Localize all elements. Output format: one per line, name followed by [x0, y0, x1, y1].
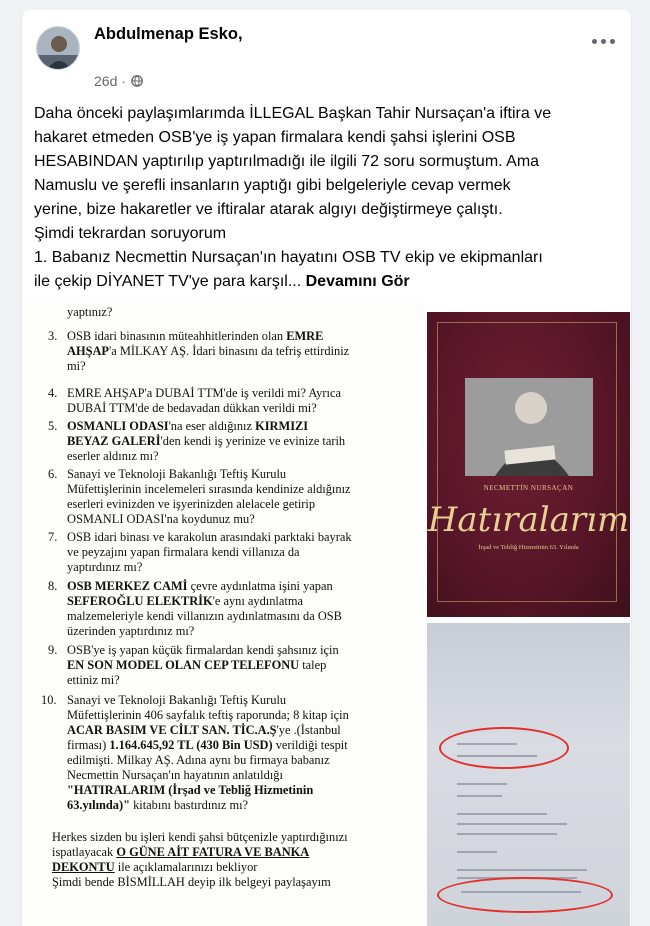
doc-line: Necmettin Nursaçan'ın hayatının anlatıldığı [67, 768, 283, 782]
question-number: 7. [48, 530, 58, 544]
doc-text: "HATIRALARIM (İrşad ve Tebliğ Hizmetinin [67, 783, 314, 797]
paper-text-line [457, 869, 587, 871]
post-time[interactable]: 26d · [94, 73, 126, 89]
doc-line: üzerinden yaptırdınız mı? [67, 624, 195, 638]
doc-text: çevre aydınlatma işini yapan [190, 579, 333, 593]
doc-text: ile açıklamalarınızı bekliyor [114, 860, 258, 874]
doc-line [67, 594, 303, 609]
question-number: 9. [48, 643, 58, 657]
doc-line [67, 658, 326, 673]
doc-text: ACAR BASIM VE CİLT SAN. TİC.A.Ş [67, 723, 277, 737]
paper-text-line [457, 823, 567, 825]
post-text [34, 102, 626, 294]
doc-line [67, 738, 348, 753]
doc-text: 63.yılında)" [67, 798, 130, 812]
doc-text: 'den kendi iş yerinize ve evinize tarih [160, 434, 346, 448]
doc-line: mi? [67, 359, 86, 373]
paper-text-line [457, 795, 502, 797]
doc-line: malzemeleriyle kendi villanızın aydınlatmasını da OSB [67, 609, 342, 623]
doc-line: Sanayi ve Teknoloji Bakanlığı Teftiş Kurulu [67, 467, 287, 481]
doc-text: verildiği tespit [272, 738, 348, 752]
invoice-photo[interactable] [427, 623, 630, 926]
book-portrait [465, 378, 593, 476]
doc-line [67, 798, 248, 813]
question-number: 5. [48, 419, 58, 433]
doc-text: OSMANLI ODASI [67, 419, 169, 433]
paper-text-line [457, 833, 557, 835]
post-text-line: 1. Babanız Necmettin Nursaçan'ın hayatını OSB TV ekip ve ekipmanları [34, 249, 543, 266]
more-options-icon[interactable] [589, 32, 617, 50]
doc-text: 'na eser aldığınız [168, 419, 256, 433]
doc-line: Müfettişlerinin 406 sayfalık teftiş raporunda; 8 kitap için [67, 708, 349, 722]
doc-line [52, 860, 257, 875]
doc-text: firması) [67, 738, 110, 752]
doc-line: OSMANLI ODASI'na koydunuz mu? [67, 512, 255, 526]
doc-line: yaptırdınız mı? [67, 560, 143, 574]
paper-text-line [457, 813, 547, 815]
globe-icon[interactable] [131, 75, 143, 87]
doc-line [52, 845, 309, 860]
doc-line: yaptınız? [67, 305, 113, 319]
post-meta [94, 73, 143, 89]
book-author: NECMETTİN NURSAÇAN [483, 484, 574, 492]
post-card [22, 10, 631, 926]
author-name[interactable]: Abdulmenap Esko, [94, 25, 243, 43]
doc-text: ispatlayacak [52, 845, 117, 859]
doc-line: OSB idari binası ve karakolun arasındaki parktaki bayrak [67, 530, 352, 544]
doc-line [67, 434, 345, 449]
doc-line [67, 344, 349, 359]
doc-text: SEFEROĞLU ELEKTRİK [67, 594, 213, 608]
doc-text: EMRE [286, 329, 324, 343]
book-subtitle: İrşad ve Tebliğ Hizmetinin 63. Yılında [478, 544, 579, 551]
doc-text: MİLKAY AŞ. [119, 344, 193, 358]
post-text-line: yerine, bize hakaretler ve iftiralar atarak algıyı değiştirmeye çalıştı. [34, 201, 503, 218]
post-text-line: Şimdi tekrardan soruyorum [34, 225, 227, 242]
red-circle-annotation [439, 727, 569, 769]
book-cover-photo[interactable] [427, 312, 630, 617]
doc-line: ettiniz mi? [67, 673, 120, 687]
doc-text: 'ye .(İstanbul [276, 723, 341, 737]
doc-line [67, 579, 333, 594]
paper-text-line [457, 851, 497, 853]
doc-line [67, 723, 341, 738]
doc-text: AHŞAP [67, 344, 109, 358]
doc-line: Sanayi ve Teknoloji Bakanlığı Teftiş Kurulu [67, 693, 287, 707]
post-text-line: Daha önceki paylaşımlarımda İLLEGAL Başkan Tahir Nursaçan'a iftira ve [34, 105, 552, 122]
post-text-line: hakaret etmeden OSB'ye iş yapan firmalara kendi şahsi işlerini OSB [34, 129, 516, 146]
doc-text: 'a [109, 344, 120, 358]
doc-text: KIRMIZI [255, 419, 309, 433]
doc-text: 1.164.645,92 TL (430 Bin USD) [109, 738, 273, 752]
portrait-image [465, 378, 593, 476]
doc-text: DEKONTU [52, 860, 115, 874]
photo-grid [22, 302, 631, 926]
question-number: 10. [41, 693, 57, 707]
see-more-link[interactable]: Devamını Gör [305, 273, 410, 290]
paper-text-line [457, 783, 507, 785]
doc-line [67, 783, 313, 798]
doc-line: eserleri evinizden ve işyerinizden alelacele getirip [67, 497, 316, 511]
doc-text: BEYAZ GALERİ [67, 434, 161, 448]
doc-line: EMRE AHŞAP'a DUBAİ TTM'de iş verildi mi? Ayrıca [67, 386, 341, 400]
post-text-line: Namuslu ve şerefli insanların yaptığı gibi belgeleriyle cevap vermek [34, 177, 511, 194]
doc-line: DUBAİ TTM'de de bedavadan dükkan verildi mi? [67, 401, 317, 415]
doc-line [67, 329, 323, 344]
doc-text: EN SON MODEL OLAN CEP TELEFONU [67, 658, 300, 672]
question-number: 3. [48, 329, 58, 343]
doc-line: ve peyzajını yapan firmalara kendi villanıza da [67, 545, 300, 559]
doc-text: kitabını bastırdınız mı? [130, 798, 249, 812]
question-number: 4. [48, 386, 58, 400]
avatar-image [37, 27, 80, 70]
doc-line: Herkes sizden bu işleri kendi şahsi bütçenizle yaptırdığınızı [52, 830, 348, 844]
doc-text: O GÜNE AİT FATURA VE BANKA [116, 845, 310, 859]
question-number: 8. [48, 579, 58, 593]
doc-line: Şimdi bende BİSMİLLAH deyip ilk belgeyi paylaşayım [52, 875, 331, 889]
truncated-line: ile çekip DİYANET TV'ye para karşıl... [34, 273, 302, 290]
doc-line [67, 419, 308, 434]
avatar[interactable] [36, 26, 80, 70]
book-title: Hatıralarım [427, 500, 630, 540]
doc-line: Müfettişlerinin incelemeleri sırasında kendinize aldığınız [67, 482, 351, 496]
red-circle-annotation [437, 877, 613, 913]
document-photo[interactable] [26, 302, 423, 926]
doc-text: İdari binasını da tefriş ettirdiniz [192, 344, 350, 358]
doc-line: eserler aldınız mı? [67, 449, 159, 463]
doc-text: OSB idari binasının müteahhitlerinden olan [67, 329, 287, 343]
post-text-line [34, 270, 626, 294]
doc-text: 'e aynı aydınlatma [212, 594, 303, 608]
doc-text: talep [299, 658, 327, 672]
doc-line: OSB'ye iş yapan küçük firmalardan kendi şahsınız için [67, 643, 339, 657]
doc-line: edilmişti. Milkay AŞ. Adına aynı bu firmaya babanız [67, 753, 330, 767]
question-number: 6. [48, 467, 58, 481]
doc-text: OSB MERKEZ CAMİ [67, 579, 191, 593]
post-text-line: HESABINDAN yaptırılıp yaptırılmadığı ile ilgili 72 soru sormuştum. Ama [34, 153, 540, 170]
